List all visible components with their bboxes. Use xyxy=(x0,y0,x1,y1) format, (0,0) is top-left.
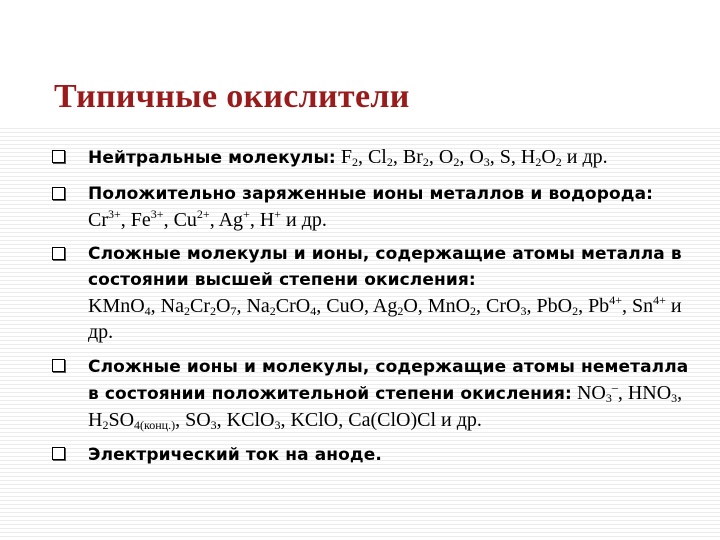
item-lead: Сложные ионы и молекулы, содержащие атомы неметалла в состоянии положительной степени окисления: xyxy=(88,357,689,404)
slide-title: Типичные окислители xyxy=(54,78,410,115)
list-item xyxy=(50,353,690,433)
square-bullet-icon xyxy=(52,187,65,200)
square-bullet-icon xyxy=(52,359,65,372)
square-bullet-icon xyxy=(52,150,65,163)
item-formulas: $NO_3^-$, $HNO_3$, $H_2SO_{4(конц.)}$, $SO_3$, KClO$_3$, KClO, Ca(ClO)Cl и др. xyxy=(88,380,683,432)
list-item xyxy=(50,241,690,345)
list-item xyxy=(50,181,690,233)
item-lead: Сложные молекулы и ионы, содержащие атомы металла в состоянии высшей степени окисления: xyxy=(88,244,682,290)
square-bullet-icon xyxy=(52,447,65,460)
item-formulas: $Cr^{3+}$, $Fe^{3+}$, $Cu^{2+}$, Ag+, H+ и др. xyxy=(88,207,327,231)
item-formulas: KMnO$_4$, $Na_2Cr_2O_7$, $Na_2CrO_4$, CuO, $Ag_2O$, MnO$_2$, CrO$_3$, PbO$_2$, $Pb^{4+}$, $Sn^{4+}$ и др. xyxy=(88,293,682,343)
item-lead: Нейтральные молекулы: xyxy=(88,148,336,168)
item-lead: Положительно заряженные ионы металлов и водорода: xyxy=(88,184,654,204)
list-item xyxy=(50,441,690,468)
item-lead: Электрический ток на аноде. xyxy=(88,445,382,465)
bullet-list xyxy=(50,144,690,476)
list-item xyxy=(50,144,690,171)
item-formulas: $F_2$, $Cl_2$, $Br_2$, $O_2$, $O_3$, S, $H_2O_2$ и др. xyxy=(340,146,608,169)
square-bullet-icon xyxy=(52,247,65,260)
